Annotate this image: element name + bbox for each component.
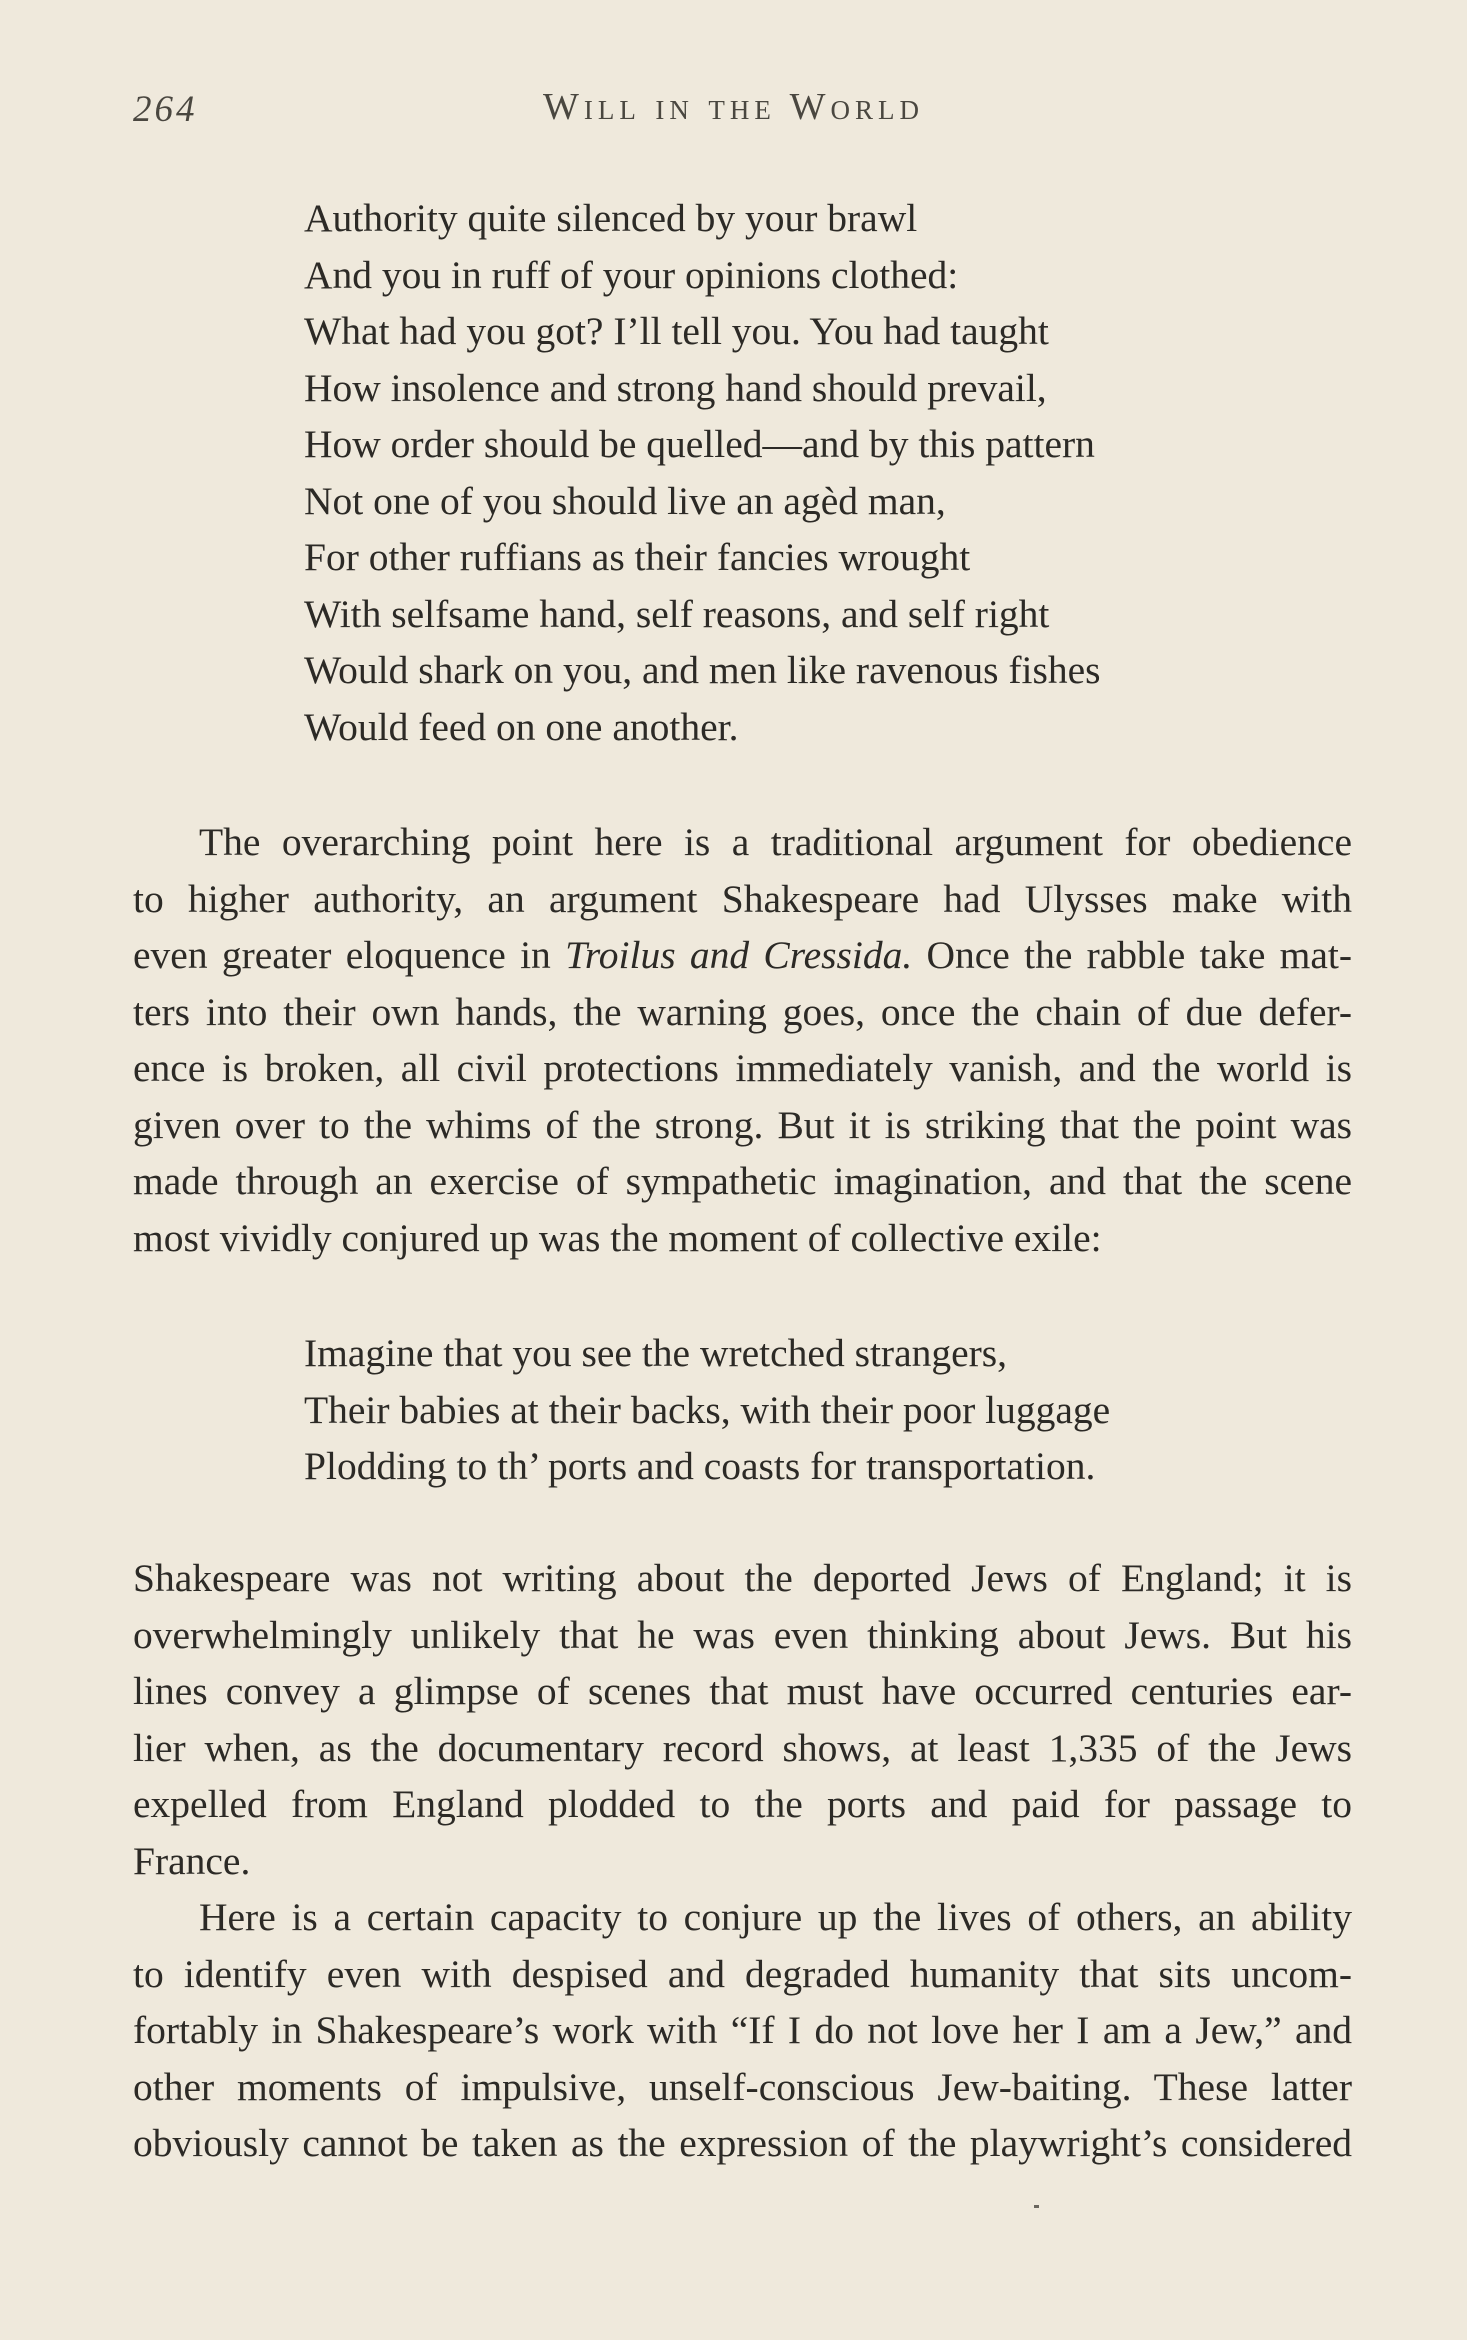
text-line [133, 927, 1352, 984]
text-run: Once the rabble take mat- [912, 933, 1352, 977]
verse-line: Would shark on you, and men like ravenous fishes [304, 648, 1101, 692]
body-text [133, 1550, 1352, 2172]
verse-line: What had you got? I’ll tell you. You had taught [304, 309, 1049, 353]
verse-quotation-1 [304, 190, 1101, 755]
verse-line: Would feed on one another. [304, 704, 739, 749]
text-line: expelled from England plodded to the ports and paid for passage to [133, 1782, 1352, 1826]
page-number: 264 [133, 89, 198, 130]
verse-line: How order should be quelled—and by this pattern [304, 422, 1095, 466]
paragraph-1 [133, 814, 1352, 1266]
text-line: France. [133, 1838, 251, 1883]
verse-line: Their babies at their backs, with their poor luggage [304, 1387, 1111, 1432]
text-run: even greater eloquence in [133, 933, 566, 977]
verse-line: Plodding to th’ ports and coasts for transportation. [304, 1444, 1096, 1488]
verse-line: Not one of you should live an agèd man, [304, 478, 946, 523]
text-line: most vividly conjured up was the moment of collective exile: [133, 1215, 1102, 1260]
verse-line: With selfsame hand, self reasons, and self right [304, 591, 1050, 636]
verse-line: And you in ruff of your opinions clothed: [304, 252, 959, 297]
text-line: obviously cannot be taken as the expression of the playwright’s considered [133, 2121, 1352, 2165]
text-line: lines convey a glimpse of scenes that must have occurred centuries ear- [133, 1669, 1352, 1713]
text-line: to higher authority, an argument Shakespeare had Ulysses make with [133, 876, 1352, 921]
print-speck [1034, 2205, 1039, 2208]
text-line: lier when, as the documentary record shows, at least 1,335 of the Jews [133, 1725, 1352, 1770]
text-line: made through an exercise of sympathetic imagination, and that the scene [133, 1159, 1352, 1203]
verse-line: Authority quite silenced by your brawl [304, 196, 918, 240]
verse-line: Imagine that you see the wretched strangers, [304, 1331, 1008, 1375]
text-line: other moments of impulsive, unself-conscious Jew-baiting. These latter [133, 2064, 1352, 2109]
text-line: ters into their own hands, the warning goes, once the chain of due defer- [133, 989, 1352, 1034]
text-line: to identify even with despised and degraded humanity that sits uncom- [133, 1951, 1352, 1996]
text-line: The overarching point here is a traditional argument for obedience [199, 820, 1352, 864]
work-title: Troilus and Cressida. [565, 933, 913, 977]
text-line: Here is a certain capacity to conjure up the lives of others, an ability [199, 1895, 1352, 1939]
verse-quotation-2 [304, 1325, 1110, 1495]
text-line: fortably in Shakespeare’s work with “If I do not love her I am a Jew,” and [133, 2008, 1352, 2052]
verse-line: How insolence and strong hand should prevail, [304, 365, 1047, 410]
text-line: given over to the whims of the strong. But it is striking that the point was [133, 1102, 1352, 1147]
running-head: Will in the World [543, 86, 924, 128]
page-header [0, 80, 1467, 140]
text-line: ence is broken, all civil protections immediately vanish, and the world is [133, 1046, 1352, 1090]
text-line: overwhelmingly unlikely that he was even thinking about Jews. But his [133, 1612, 1352, 1657]
verse-line: For other ruffians as their fancies wrought [304, 535, 971, 579]
text-line: Shakespeare was not writing about the deported Jews of England; it is [133, 1556, 1352, 1600]
